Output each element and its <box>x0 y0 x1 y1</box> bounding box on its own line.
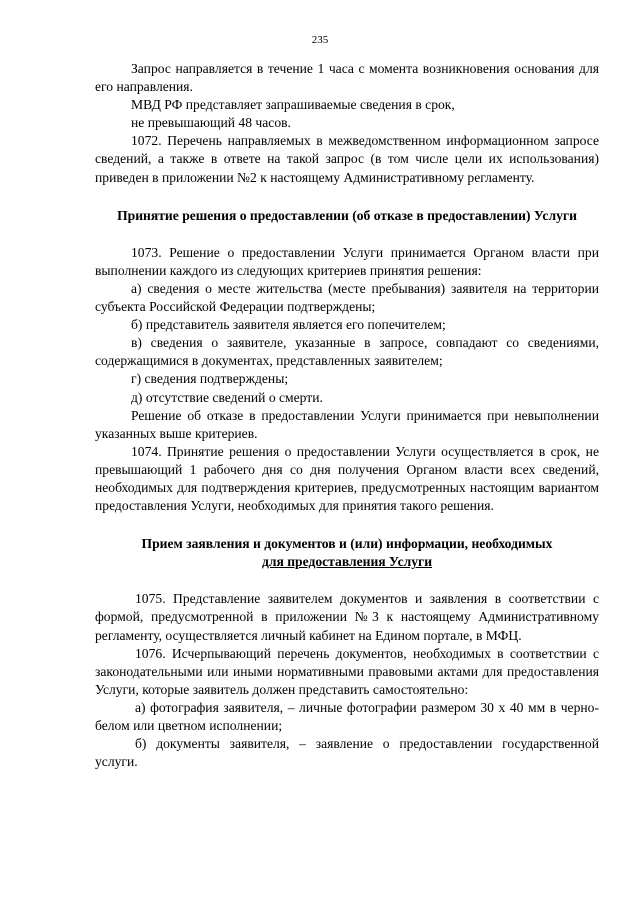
list-item: а) фотография заявителя, – личные фотографии размером 30 х 40 мм в черно-белом или цветном исполнении; <box>95 699 599 733</box>
paragraph: МВД РФ представляет запрашиваемые сведения в срок, <box>131 97 455 113</box>
paragraph-1073: 1073. Решение о предоставлении Услуги принимается Органом власти при выполнении каждого из следующих критериев принятия решения: <box>95 244 599 278</box>
list-item: а) сведения о месте жительства (месте пребывания) заявителя на территории субъекта Российской Федерации подтверждены; <box>95 280 599 315</box>
paragraph-1074: 1074. Принятие решения о предоставлении Услуги осуществляется в срок, не превышающий 1 рабочего дня со дня получения Органом власти всех сведений, необходимых для подтверждения критериев, предусмотренных настоящим вариантом предоставления Услуги, необходимых для принятия такого решения. <box>95 443 599 514</box>
list-item: в) сведения о заявителе, указанные в запросе, совпадают со сведениями, содержащимися в документах, представленных заявителем; <box>95 335 599 369</box>
section-heading-line: для предоставления Услуги <box>261 554 433 570</box>
paragraph-1072: 1072. Перечень направляемых в межведомственном информационном запросе сведений, а также в ответе на такой запрос (в том числе цели их использования) приведен в приложении №2 к настоящему Административному регламенту. <box>95 133 599 185</box>
section-heading-line: Прием заявления и документов и (или) информации, необходимых <box>141 536 553 552</box>
document-body <box>95 60 599 771</box>
paragraph-1076: 1076. Исчерпывающий перечень документов, необходимых в соответствии с законодательными или иными нормативными правовыми актами для предоставления Услуги, которые заявитель должен представить самостоятельно: <box>95 645 599 697</box>
paragraph: Решение об отказе в предоставлении Услуги принимается при невыполнении указанных выше критериев. <box>95 407 599 441</box>
paragraph-1075: 1075. Представление заявителем документов и заявления в соответствии с формой, предусмотренной в приложении №3 к настоящему Административному регламенту, осуществляется личный кабинет на Едином портале, в МФЦ. <box>95 591 599 643</box>
section-heading-reception <box>95 535 599 571</box>
paragraph: не превышающий 48 часов. <box>131 115 291 131</box>
list-item: г) сведения подтверждены; <box>131 371 289 387</box>
paragraph: Запрос направляется в течение 1 часа с момента возникновения основания для его направления. <box>95 61 599 95</box>
page-number: 235 <box>311 34 329 46</box>
list-item: д) отсутствие сведений о смерти. <box>131 389 323 405</box>
section-heading-decision: Принятие решения о предоставлении (об отказе в предоставлении) Услуги <box>117 207 577 223</box>
list-item: б) представитель заявителя является его попечителем; <box>131 317 446 333</box>
list-item: б) документы заявителя, – заявление о предоставлении государственной услуги. <box>95 736 599 770</box>
